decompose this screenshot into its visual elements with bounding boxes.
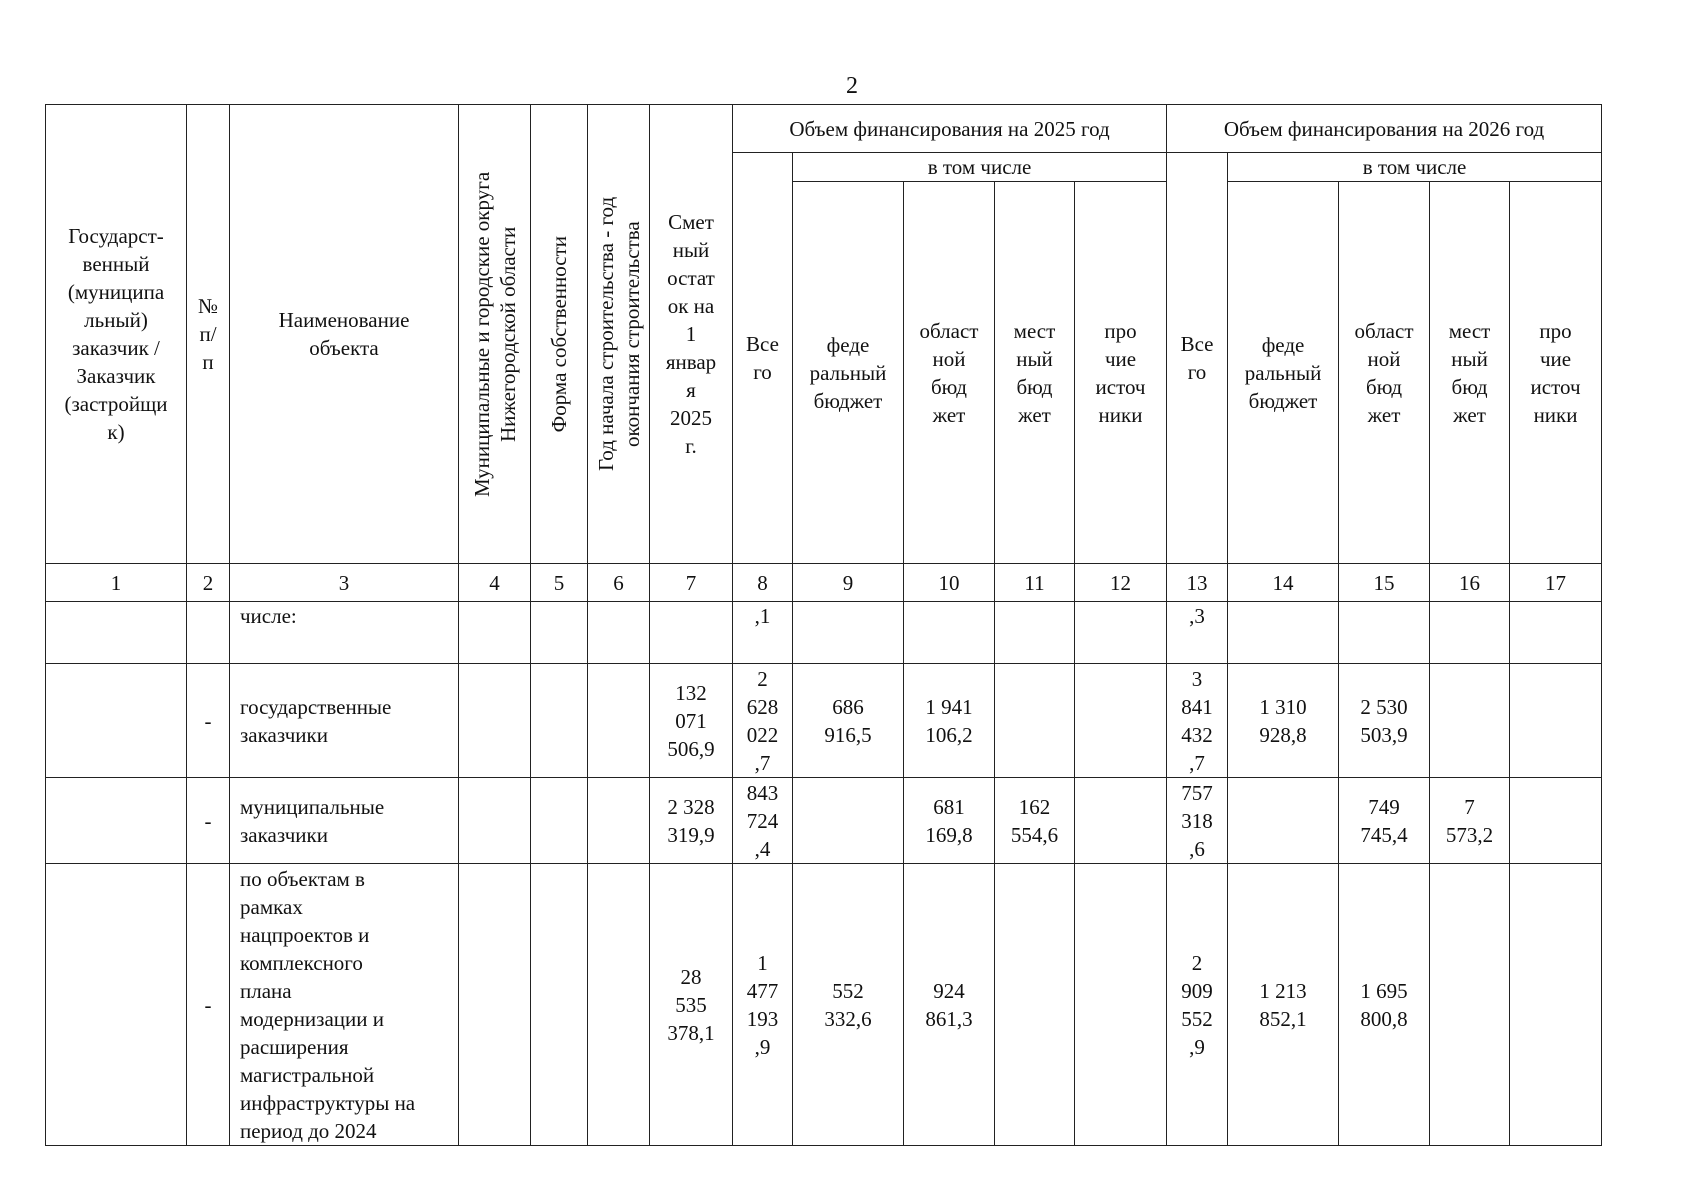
cell-object-name: по объектам в рамках нацпроектов и комплексного плана модернизации и расширения магистральной инфраструктуры на период до 2024 <box>230 864 459 1146</box>
cell-other-2025 <box>1075 778 1167 864</box>
column-number: 13 <box>1167 564 1228 602</box>
cell-total-2026: 3 841 432 ,7 <box>1167 664 1228 778</box>
cell-municipality <box>459 602 531 664</box>
header-regional-2026: област ной бюд жет <box>1339 182 1430 564</box>
column-number: 17 <box>1510 564 1602 602</box>
table-body <box>46 602 1602 1146</box>
header-other-2026: про чие источ ники <box>1510 182 1602 564</box>
header-total-2025: Все го <box>733 153 793 564</box>
column-number: 12 <box>1075 564 1167 602</box>
cell-total-2025: ,1 <box>733 602 793 664</box>
cell-num: - <box>187 778 230 864</box>
cell-regional-2026: 2 530 503,9 <box>1339 664 1430 778</box>
cell-other-2026 <box>1510 664 1602 778</box>
header-funding-2025: Объем финансирования на 2025 год <box>733 105 1167 153</box>
cell-customer <box>46 778 187 864</box>
column-number: 8 <box>733 564 793 602</box>
cell-regional-2026: 749 745,4 <box>1339 778 1430 864</box>
cell-regional-2025 <box>904 602 995 664</box>
cell-total-2026: 2 909 552 ,9 <box>1167 864 1228 1146</box>
header-local-2026: мест ный бюд жет <box>1430 182 1510 564</box>
header-customer: Государст- венный (муниципа льный) заказчик / Заказчик (застройщи к) <box>46 105 187 564</box>
cell-local-2026: 7 573,2 <box>1430 778 1510 864</box>
column-number-row <box>46 564 1602 602</box>
cell-local-2025 <box>995 864 1075 1146</box>
cell-local-2026 <box>1430 602 1510 664</box>
cell-municipality <box>459 778 531 864</box>
page-number: 2 <box>846 73 858 99</box>
header-remainder: Смет ный остат ок на 1 январ я 2025 г. <box>650 105 733 564</box>
cell-federal-2025 <box>793 778 904 864</box>
header-years-text: Год начала строительства - год окончания строительства <box>593 196 644 472</box>
cell-ownership <box>531 864 588 1146</box>
column-number: 10 <box>904 564 995 602</box>
header-years <box>588 105 650 564</box>
cell-other-2026 <box>1510 602 1602 664</box>
cell-local-2025 <box>995 602 1075 664</box>
header-num: № п/ п <box>187 105 230 564</box>
header-municipality <box>459 105 531 564</box>
cell-remainder: 132 071 506,9 <box>650 664 733 778</box>
cell-regional-2025: 1 941 106,2 <box>904 664 995 778</box>
cell-num: - <box>187 664 230 778</box>
cell-local-2026 <box>1430 864 1510 1146</box>
header-object-name: Наименование объекта <box>230 105 459 564</box>
table-row <box>46 864 1602 1146</box>
header-including-2025: в том числе <box>793 153 1167 182</box>
cell-regional-2025: 924 861,3 <box>904 864 995 1146</box>
cell-municipality <box>459 864 531 1146</box>
header-ownership-text: Форма собственности <box>547 235 571 433</box>
cell-other-2025 <box>1075 664 1167 778</box>
cell-total-2026: 757 318 ,6 <box>1167 778 1228 864</box>
cell-federal-2026: 1 310 928,8 <box>1228 664 1339 778</box>
cell-object-name: числе: <box>230 602 459 664</box>
cell-ownership <box>531 664 588 778</box>
header-including-2026: в том числе <box>1228 153 1602 182</box>
column-number: 16 <box>1430 564 1510 602</box>
cell-local-2026 <box>1430 664 1510 778</box>
cell-remainder <box>650 602 733 664</box>
cell-federal-2026 <box>1228 602 1339 664</box>
column-number: 9 <box>793 564 904 602</box>
cell-local-2025: 162 554,6 <box>995 778 1075 864</box>
column-number: 1 <box>46 564 187 602</box>
column-number: 4 <box>459 564 531 602</box>
header-other-2025: про чие источ ники <box>1075 182 1167 564</box>
cell-years <box>588 602 650 664</box>
table-row <box>46 664 1602 778</box>
column-number: 7 <box>650 564 733 602</box>
column-number: 11 <box>995 564 1075 602</box>
header-municipality-text: Муниципальные и городские округа Нижегородской области <box>469 171 520 497</box>
header-funding-2026: Объем финансирования на 2026 год <box>1167 105 1602 153</box>
cell-total-2025: 2 628 022 ,7 <box>733 664 793 778</box>
cell-num <box>187 602 230 664</box>
cell-total-2025: 843 724 ,4 <box>733 778 793 864</box>
column-number: 15 <box>1339 564 1430 602</box>
cell-remainder: 2 328 319,9 <box>650 778 733 864</box>
cell-federal-2025: 686 916,5 <box>793 664 904 778</box>
cell-federal-2026 <box>1228 778 1339 864</box>
header-federal-2025: феде ральный бюджет <box>793 182 904 564</box>
header-ownership <box>531 105 588 564</box>
cell-ownership <box>531 602 588 664</box>
cell-local-2025 <box>995 664 1075 778</box>
cell-object-name: муниципальные заказчики <box>230 778 459 864</box>
table-row <box>46 778 1602 864</box>
cell-municipality <box>459 664 531 778</box>
table-row <box>46 602 1602 664</box>
cell-regional-2025: 681 169,8 <box>904 778 995 864</box>
cell-other-2026 <box>1510 864 1602 1146</box>
cell-ownership <box>531 778 588 864</box>
cell-years <box>588 664 650 778</box>
cell-other-2025 <box>1075 864 1167 1146</box>
cell-customer <box>46 864 187 1146</box>
column-number: 3 <box>230 564 459 602</box>
cell-regional-2026: 1 695 800,8 <box>1339 864 1430 1146</box>
cell-total-2025: 1 477 193 ,9 <box>733 864 793 1146</box>
header-local-2025: мест ный бюд жет <box>995 182 1075 564</box>
funding-table <box>45 104 1602 1146</box>
cell-customer <box>46 602 187 664</box>
column-number: 6 <box>588 564 650 602</box>
column-number: 2 <box>187 564 230 602</box>
cell-federal-2025 <box>793 602 904 664</box>
header-regional-2025: област ной бюд жет <box>904 182 995 564</box>
cell-other-2026 <box>1510 778 1602 864</box>
column-number: 14 <box>1228 564 1339 602</box>
cell-customer <box>46 664 187 778</box>
column-number: 5 <box>531 564 588 602</box>
cell-years <box>588 864 650 1146</box>
cell-regional-2026 <box>1339 602 1430 664</box>
header-total-2026: Все го <box>1167 153 1228 564</box>
cell-total-2026: ,3 <box>1167 602 1228 664</box>
header-federal-2026: феде ральный бюджет <box>1228 182 1339 564</box>
cell-other-2025 <box>1075 602 1167 664</box>
cell-federal-2026: 1 213 852,1 <box>1228 864 1339 1146</box>
cell-federal-2025: 552 332,6 <box>793 864 904 1146</box>
cell-remainder: 28 535 378,1 <box>650 864 733 1146</box>
cell-object-name: государственные заказчики <box>230 664 459 778</box>
cell-years <box>588 778 650 864</box>
cell-num: - <box>187 864 230 1146</box>
